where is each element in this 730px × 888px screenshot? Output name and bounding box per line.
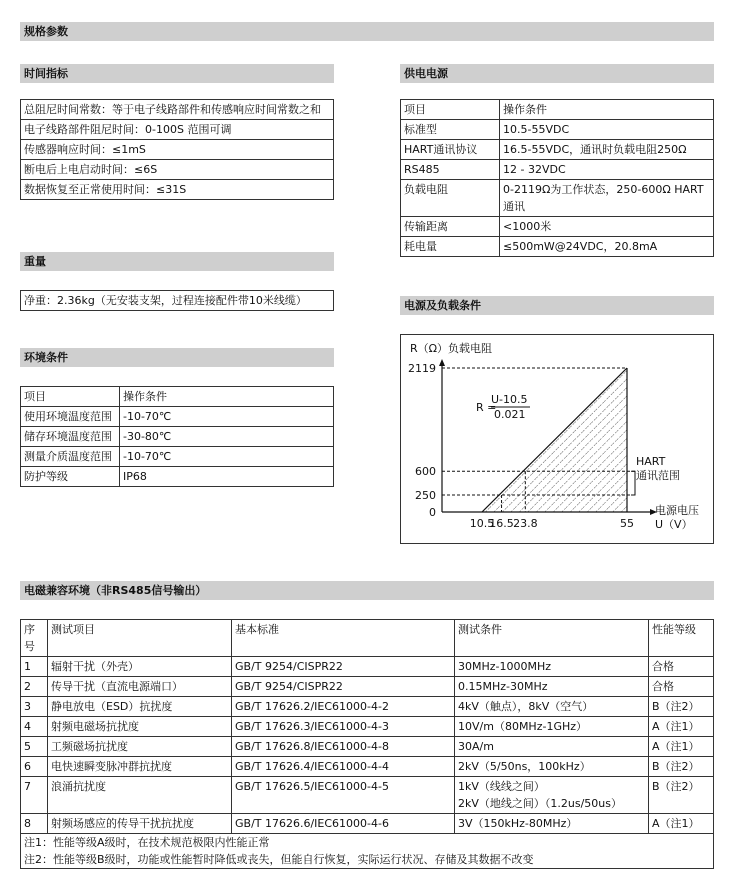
power-cell: 12 - 32VDC (500, 160, 714, 180)
emc-cell: 合格 (649, 677, 714, 697)
emc-section-bar: 电磁兼容环境（非RS485信号输出） (20, 581, 714, 600)
env-cell: IP68 (120, 467, 334, 487)
table-row (401, 237, 714, 257)
table-header-row (21, 620, 714, 657)
formula-denominator: 0.021 (494, 408, 526, 421)
emc-header-cell: 测试项目 (48, 620, 232, 657)
time-row-3: 传感器响应时间：≤1mS (21, 140, 334, 160)
emc-cell: 8 (21, 814, 48, 834)
emc-cell: 3 (21, 697, 48, 717)
table-row (21, 777, 714, 814)
emc-table (20, 619, 714, 869)
x-tick-label: 23.8 (513, 517, 538, 530)
power-cell: <1000米 (500, 217, 714, 237)
table-row (21, 851, 714, 869)
emc-cell: GB/T 9254/CISPR22 (232, 657, 455, 677)
emc-cell: 射频场感应的传导干扰抗扰度 (48, 814, 232, 834)
power-cell: 0-2119Ω为工作状态，250-600Ω HART通讯 (500, 180, 714, 217)
table-row (401, 100, 714, 120)
x-tick-label: 10.5 (469, 517, 495, 530)
hart-label: HART (636, 455, 666, 468)
power-cell: 10.5-55VDC (500, 120, 714, 140)
emc-cell: GB/T 17626.5/IEC61000-4-5 (232, 777, 455, 814)
table-row (21, 100, 334, 120)
y-tick-label: 0 (429, 506, 436, 519)
emc-cell: 1 (21, 657, 48, 677)
weight-section-bar: 重量 (20, 252, 334, 271)
emc-cell: GB/T 17626.3/IEC61000-4-3 (232, 717, 455, 737)
emc-cell: 10V/m（80MHz-1GHz） (455, 717, 649, 737)
env-cell: -10-70℃ (120, 407, 334, 427)
power-table (400, 99, 714, 257)
chart-section-bar: 电源及负载条件 (400, 296, 714, 315)
y-axis-arrow (439, 359, 445, 366)
env-section-bar: 环境条件 (20, 348, 334, 367)
hart-bracket (631, 471, 635, 495)
table-row (21, 180, 334, 200)
emc-cell: A（注1） (649, 737, 714, 757)
env-cell: -10-70℃ (120, 447, 334, 467)
emc-cell: 辐射干扰（外壳） (48, 657, 232, 677)
table-row (21, 737, 714, 757)
env-header-item: 项目 (21, 387, 120, 407)
table-row (401, 217, 714, 237)
x-tick-label: 16.5 (489, 517, 514, 530)
env-cell: 防护等级 (21, 467, 120, 487)
table-row (401, 120, 714, 140)
power-cell: 传输距离 (401, 217, 500, 237)
emc-cell: 5 (21, 737, 48, 757)
emc-header-cell: 测试条件 (455, 620, 649, 657)
emc-header-cell: 基本标准 (232, 620, 455, 657)
load-chart (400, 334, 714, 544)
emc-cell: GB/T 17626.6/IEC61000-4-6 (232, 814, 455, 834)
emc-cell: 2kV（5/50ns，100kHz） (455, 757, 649, 777)
table-row (21, 757, 714, 777)
table-row (21, 407, 334, 427)
emc-header-cell: 性能等级 (649, 620, 714, 657)
emc-cell: 浪涌抗扰度 (48, 777, 232, 814)
chart-ylabel: R（Ω）负载电阻 (410, 342, 493, 355)
formula-lhs: R = (476, 401, 497, 414)
env-cell: 测量介质温度范围 (21, 447, 120, 467)
time-table (20, 99, 334, 200)
emc-cell: B（注2） (649, 777, 714, 814)
power-cell: HART通讯协议 (401, 140, 500, 160)
emc-cell: 4 (21, 717, 48, 737)
table-row (401, 160, 714, 180)
power-cell: RS485 (401, 160, 500, 180)
time-row-4: 断电后上电启动时间：≤6S (21, 160, 334, 180)
table-row (21, 160, 334, 180)
emc-cell: GB/T 9254/CISPR22 (232, 677, 455, 697)
table-row (21, 387, 334, 407)
power-cell: 耗电量 (401, 237, 500, 257)
time-section-bar: 时间指标 (20, 64, 334, 83)
emc-cell: 合格 (649, 657, 714, 677)
emc-cell: 6 (21, 757, 48, 777)
table-row (401, 180, 714, 217)
emc-cell: GB/T 17626.2/IEC61000-4-2 (232, 697, 455, 717)
emc-header-cell: 序号 (21, 620, 48, 657)
emc-cell: A（注1） (649, 814, 714, 834)
y-tick-label: 2119 (408, 362, 436, 375)
table-row (21, 677, 714, 697)
hart-label-range: 通讯范围 (636, 469, 680, 482)
formula-numerator: U-10.5 (491, 393, 528, 406)
weight-text: 净重：2.36kg（无安装支架，过程连接配件带10米线缆） (20, 290, 334, 311)
power-cell: 负载电阻 (401, 180, 500, 217)
y-tick-label: 250 (415, 489, 436, 503)
time-row-2: 电子线路部件阻尼时间：0-100S 范围可调 (21, 120, 334, 140)
emc-cell: A（注1） (649, 717, 714, 737)
table-row (21, 697, 714, 717)
table-row (21, 140, 334, 160)
env-cell: 储存环境温度范围 (21, 427, 120, 447)
emc-note1: 注1：性能等级A级时，在技术规范极限内性能正常 (21, 834, 714, 852)
emc-cell: 传导干扰（直流电源端口） (48, 677, 232, 697)
table-row (21, 717, 714, 737)
emc-cell: 4kV（触点），8kV（空气） (455, 697, 649, 717)
table-row (21, 427, 334, 447)
time-row-5: 数据恢复至正常使用时间：≤31S (21, 180, 334, 200)
emc-cell: 30MHz-1000MHz (455, 657, 649, 677)
emc-cell: 1kV（线线之间） 2kV（地线之间）（1.2us/50us） (455, 777, 649, 814)
power-cell: 16.5-55VDC，通讯时负载电阻250Ω (500, 140, 714, 160)
emc-note2: 注2：性能等级B级时，功能或性能暂时降低或丧失，但能自行恢复，实际运行状况、存储及其数据不改变 (21, 851, 714, 869)
spec-section-bar: 规格参数 (20, 22, 714, 41)
emc-cell: 3V（150kHz-80MHz） (455, 814, 649, 834)
table-row (21, 447, 334, 467)
power-cell: ≤500mW@24VDC，20.8mA (500, 237, 714, 257)
env-table (20, 386, 334, 487)
emc-cell: GB/T 17626.4/IEC61000-4-4 (232, 757, 455, 777)
emc-cell: 电快速瞬变脉冲群抗扰度 (48, 757, 232, 777)
table-row (21, 120, 334, 140)
emc-cell: B（注2） (649, 697, 714, 717)
emc-cell: 工频磁场抗扰度 (48, 737, 232, 757)
power-section-bar: 供电电源 (400, 64, 714, 83)
table-row (21, 657, 714, 677)
emc-cell: 射频电磁场抗扰度 (48, 717, 232, 737)
emc-cell: 30A/m (455, 737, 649, 757)
emc-cell: 0.15MHz-30MHz (455, 677, 649, 697)
power-header-cond: 操作条件 (500, 100, 714, 120)
table-row (21, 834, 714, 852)
emc-cell: 7 (21, 777, 48, 814)
emc-cell: GB/T 17626.8/IEC61000-4-8 (232, 737, 455, 757)
table-row (21, 814, 714, 834)
power-cell: 标准型 (401, 120, 500, 140)
time-row-1: 总阻尼时间常数：等于电子线路部件和传感响应时间常数之和 (21, 100, 334, 120)
table-row (21, 467, 334, 487)
y-tick-label: 600 (415, 465, 436, 479)
emc-cell: 2 (21, 677, 48, 697)
env-header-cond: 操作条件 (120, 387, 334, 407)
chart-xlabel-unit: U（V） (655, 518, 693, 531)
table-row (401, 140, 714, 160)
chart-xlabel: 电源电压 (655, 504, 699, 517)
emc-cell: 静电放电（ESD）抗扰度 (48, 697, 232, 717)
env-cell: -30-80℃ (120, 427, 334, 447)
power-header-item: 项目 (401, 100, 500, 120)
x-tick-label: 55 (620, 517, 634, 530)
emc-cell: B（注2） (649, 757, 714, 777)
env-cell: 使用环境温度范围 (21, 407, 120, 427)
